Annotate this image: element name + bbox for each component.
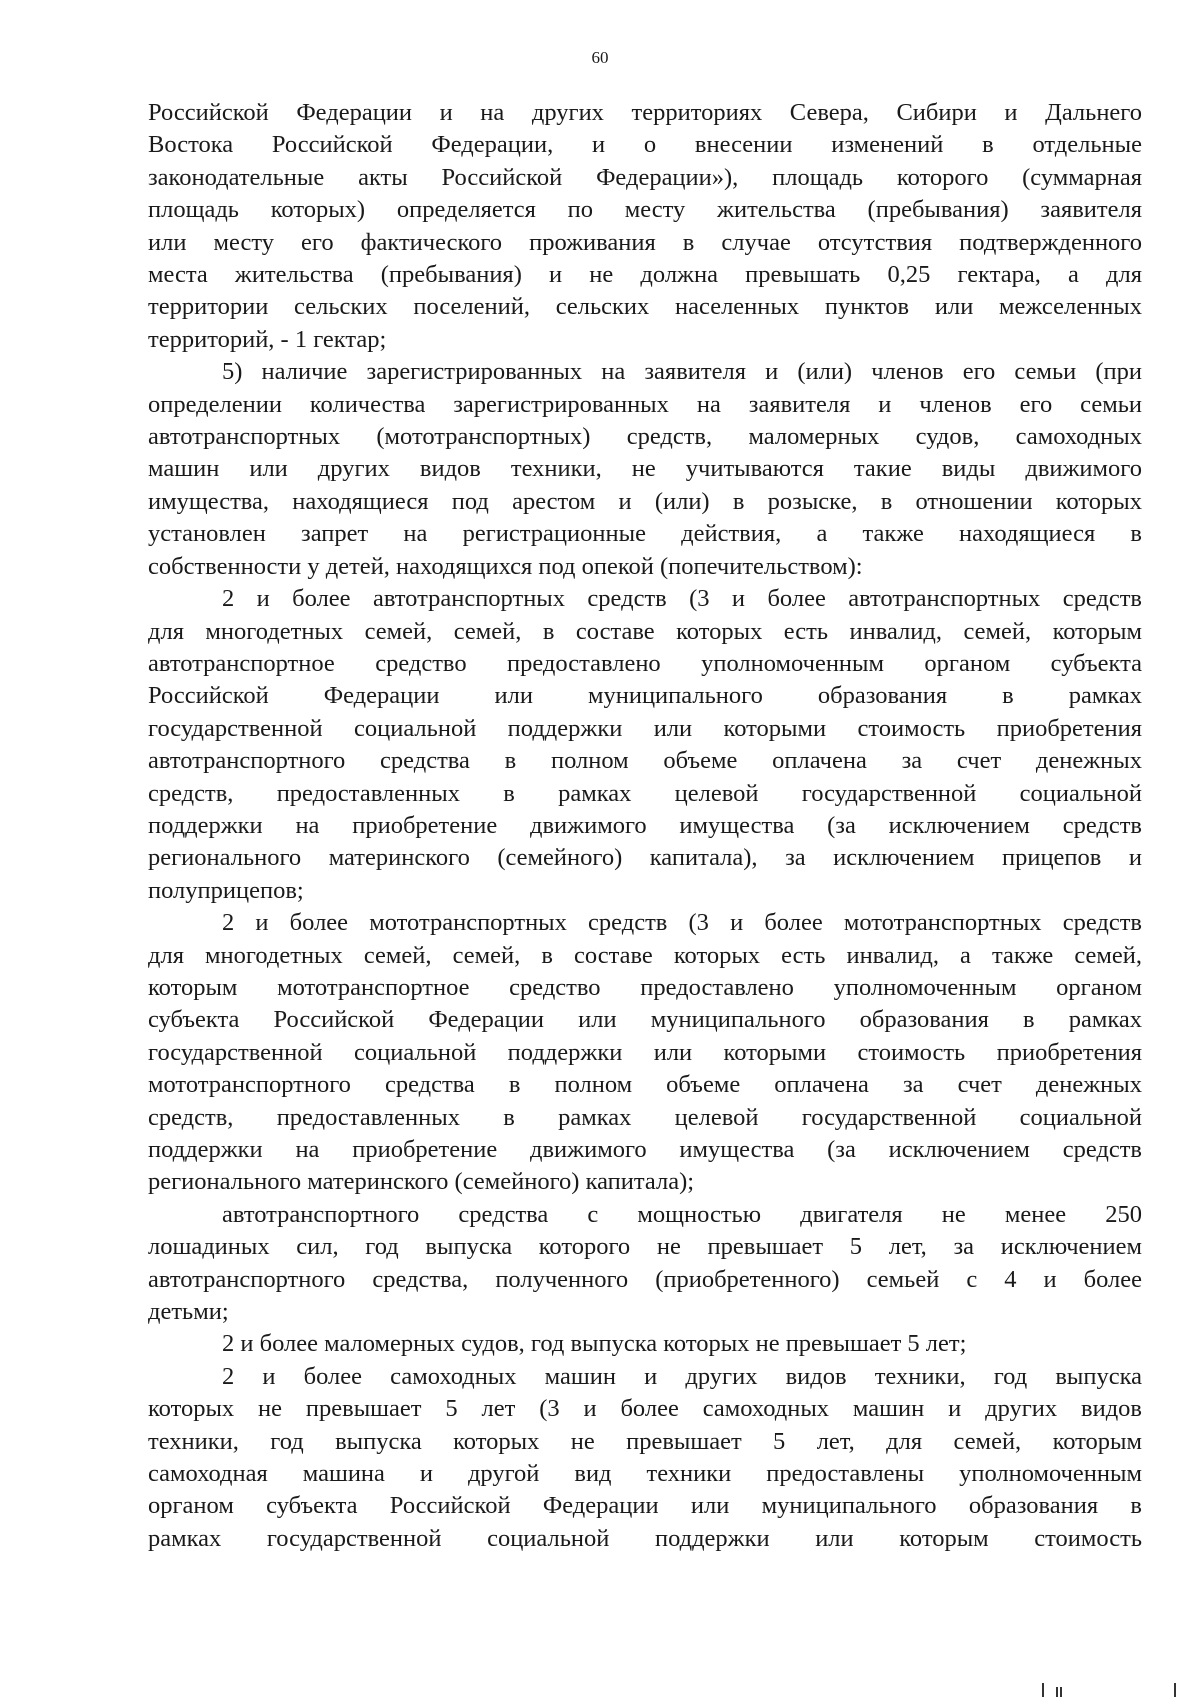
paragraph bbox=[148, 1328, 1142, 1360]
text-line: субъекта Российской Федерации или муниципального образования в рамках bbox=[148, 1006, 1142, 1034]
text-line: рамках государственной социальной поддержки или которым стоимость bbox=[148, 1524, 1142, 1552]
scan-mark bbox=[1042, 1683, 1044, 1697]
scan-mark bbox=[1060, 1687, 1062, 1697]
paragraph bbox=[148, 356, 1142, 583]
text-line: 2 и более самоходных машин и других видов техники, год выпуска bbox=[222, 1362, 1142, 1390]
text-line: средств, предоставленных в рамках целевой государственной социальной bbox=[148, 779, 1142, 807]
paragraph bbox=[148, 1199, 1142, 1329]
text-line: автотранспортного средства, полученного (приобретенного) семьей с 4 и более bbox=[148, 1265, 1142, 1293]
text-line: техники, год выпуска которых не превышает 5 лет, для семей, которым bbox=[148, 1427, 1142, 1455]
document-body bbox=[148, 97, 1142, 1555]
text-line: поддержки на приобретение движимого имущества (за исключением средств bbox=[148, 811, 1142, 839]
text-line: 2 и более автотранспортных средств (3 и более автотранспортных средств bbox=[222, 585, 1142, 613]
text-line: машин или других видов техники, не учитываются такие виды движимого bbox=[148, 455, 1142, 483]
paragraph bbox=[148, 97, 1142, 356]
text-line: собственности у детей, находящихся под опекой (попечительством): bbox=[148, 552, 863, 580]
text-line: самоходная машина и другой вид техники предоставлены уполномоченным bbox=[148, 1460, 1142, 1488]
text-line: лошадиных сил, год выпуска которого не превышает 5 лет, за исключением bbox=[148, 1233, 1142, 1261]
text-line: мототранспортного средства в полном объеме оплачена за счет денежных bbox=[148, 1071, 1142, 1099]
text-line: площадь которых) определяется по месту жительства (пребывания) заявителя bbox=[148, 196, 1142, 224]
text-line: Российской Федерации и на других территориях Севера, Сибири и Дальнего bbox=[148, 99, 1142, 126]
text-line: поддержки на приобретение движимого имущества (за исключением средств bbox=[148, 1136, 1142, 1163]
text-line: для многодетных семей, семей, в составе которых есть инвалид, семей, которым bbox=[148, 617, 1142, 645]
paragraph bbox=[148, 1361, 1142, 1555]
text-line: средств, предоставленных в рамках целевой государственной социальной bbox=[148, 1103, 1142, 1131]
text-line: законодательные акты Российской Федерации»), площадь которого (суммарная bbox=[148, 163, 1142, 191]
text-line: территорий, - 1 гектар; bbox=[148, 325, 387, 353]
text-line: 2 и более маломерных судов, год выпуска которых не превышает 5 лет; bbox=[222, 1330, 967, 1358]
paragraph bbox=[148, 907, 1142, 1199]
text-line: автотранспортного средства с мощностью двигателя не менее 250 bbox=[222, 1200, 1142, 1228]
text-line: для многодетных семей, семей, в составе которых есть инвалид, а также семей, bbox=[148, 941, 1142, 969]
text-line: полуприцепов; bbox=[148, 876, 304, 904]
text-line: установлен запрет на регистрационные действия, а также находящиеся в bbox=[148, 520, 1142, 548]
text-line: государственной социальной поддержки или которыми стоимость приобретения bbox=[148, 1038, 1142, 1066]
page-number: 60 bbox=[591, 48, 609, 67]
scan-mark bbox=[1056, 1687, 1058, 1697]
text-line: которым мототранспортное средство предоставлено уполномоченным органом bbox=[148, 973, 1142, 1001]
text-line: 5) наличие зарегистрированных на заявителя и (или) членов его семьи (при bbox=[222, 358, 1142, 386]
paragraph bbox=[148, 583, 1142, 907]
text-line: которых не превышает 5 лет (3 и более самоходных машин и других видов bbox=[148, 1395, 1142, 1423]
text-line: автотранспортных (мототранспортных) средств, маломерных судов, самоходных bbox=[148, 423, 1142, 451]
text-line: 2 и более мототранспортных средств (3 и более мототранспортных средств bbox=[222, 909, 1142, 937]
text-line: автотранспортного средства в полном объеме оплачена за счет денежных bbox=[148, 747, 1142, 775]
text-line: территории сельских поселений, сельских населенных пунктов или межселенных bbox=[148, 293, 1142, 321]
text-line: определении количества зарегистрированных на заявителя и членов его семьи bbox=[148, 390, 1142, 418]
text-line: Российской Федерации или муниципального образования в рамках bbox=[148, 682, 1142, 710]
text-line: регионального материнского (семейного) капитала); bbox=[148, 1168, 695, 1196]
text-line: Востока Российской Федерации, и о внесении изменений в отдельные bbox=[148, 131, 1142, 159]
text-line: автотранспортное средство предоставлено уполномоченным органом субъекта bbox=[148, 649, 1142, 677]
text-line: государственной социальной поддержки или которыми стоимость приобретения bbox=[148, 714, 1142, 742]
text-line: органом субъекта Российской Федерации или муниципального образования в bbox=[148, 1492, 1142, 1520]
text-line: имущества, находящиеся под арестом и (или) в розыске, в отношении которых bbox=[148, 487, 1142, 515]
text-line: регионального материнского (семейного) капитала), за исключением прицепов и bbox=[148, 844, 1142, 872]
text-line: места жительства (пребывания) и не должна превышать 0,25 гектара, а для bbox=[148, 261, 1142, 289]
scan-mark bbox=[1174, 1683, 1176, 1697]
text-line: или месту его фактического проживания в случае отсутствия подтвержденного bbox=[148, 228, 1142, 256]
text-line: детьми; bbox=[148, 1298, 229, 1326]
